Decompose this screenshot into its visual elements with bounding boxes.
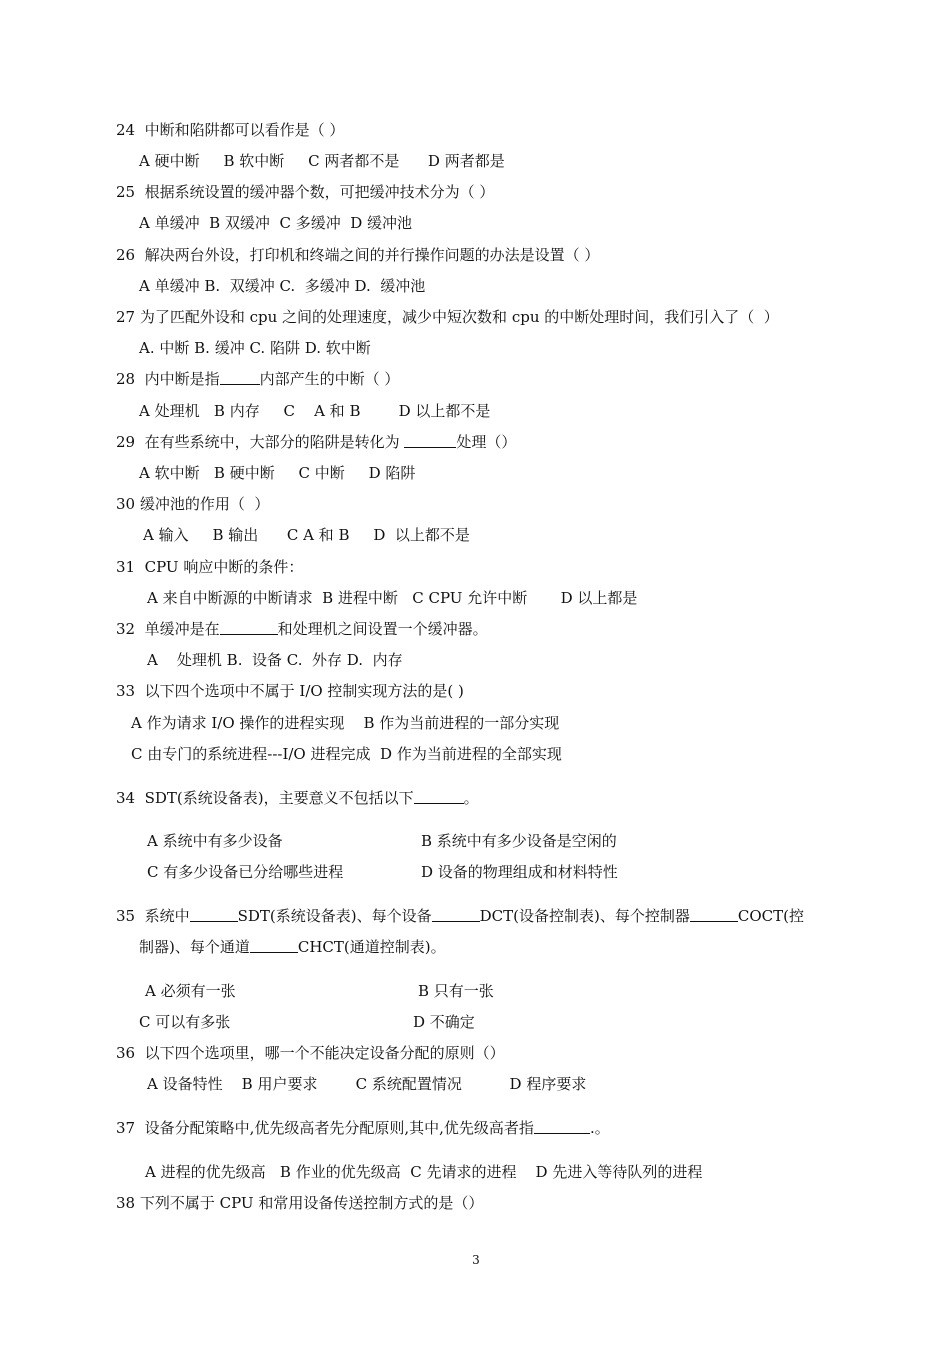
question-28-stem [116,369,399,389]
question-34-option-b: B 系统中有多少设备是空闲的 [421,832,617,850]
question-35-option-b: B 只有一张 [418,982,494,1000]
question-35-seg-6: CHCT(通道控制表)。 [297,938,446,956]
question-32-options: A 处理机 B. 设备 C. 外存 D. 内存 [147,651,403,669]
answer-blank [690,906,738,922]
question-33-stem: 33 以下四个选项中不属于 I/O 控制实现方法的是( ) [116,682,464,700]
page-number: 3 [472,1253,480,1267]
question-32-stem-start: 32 单缓冲是在 [116,620,220,638]
question-29-stem-end: 处理（） [456,433,517,451]
answer-blank [220,619,278,635]
answer-blank [220,369,260,385]
question-34-option-a: A 系统中有多少设备 [147,832,283,850]
question-31-options: A 来自中断源的中断请求 B 进程中断 C CPU 允许中断 D 以上都是 [147,589,638,607]
answer-blank [190,906,238,922]
question-35-option-c: C 可以有多张 [139,1013,231,1031]
question-36-stem: 36 以下四个选项里，哪一个不能决定设备分配的原则（） [116,1044,505,1062]
question-28-stem-start: 28 内中断是指 [116,370,220,388]
question-25-options: A 单缓冲 B 双缓冲 C 多缓冲 D 缓冲池 [139,214,413,232]
question-28-options: A 处理机 B 内存 C A 和 B D 以上都不是 [139,402,491,420]
question-28-stem-end: 内部产生的中断（ ） [259,370,400,388]
question-35-seg-4: COCT(控 [737,907,804,925]
question-33-options-row-2: C 由专门的系统进程---I/O 进程完成 D 作为当前进程的全部实现 [131,745,562,763]
answer-blank [250,937,298,953]
question-29-stem-start: 29 在有些系统中，大部分的陷阱是转化为 [116,433,405,451]
answer-blank [534,1118,590,1134]
question-25-stem: 25 根据系统设置的缓冲器个数，可把缓冲技术分为（ ） [116,183,495,201]
question-34-option-c: C 有多少设备已分给哪些进程 [147,863,344,881]
question-34-option-d: D 设备的物理组成和材料特性 [421,863,618,881]
question-26-stem: 26 解决两台外设，打印机和终端之间的并行操作问题的办法是设置（ ） [116,246,600,264]
question-30-options: A 输入 B 输出 C A 和 B D 以上都不是 [143,526,470,544]
question-38-stem: 38 下列不属于 CPU 和常用设备传送控制方式的是（） [116,1194,484,1212]
question-29-stem [116,432,516,452]
question-35-stem-line-1 [116,906,804,926]
question-32-stem-end: 和处理机之间设置一个缓冲器。 [277,620,488,638]
question-24-options: A 硬中断 B 软中断 C 两者都不是 D 两者都是 [139,152,505,170]
answer-blank [404,432,456,448]
question-37-stem [116,1118,610,1138]
question-35-seg-1: 35 系统中 [116,907,190,925]
question-37-options: A 进程的优先级高 B 作业的优先级高 C 先请求的进程 D 先进入等待队列的进程 [145,1163,703,1181]
question-35-option-a: A 必须有一张 [145,982,236,1000]
question-26-options: A 单缓冲 B. 双缓冲 C. 多缓冲 D. 缓冲池 [139,277,426,295]
question-35-seg-5: 制器)、每个通道 [139,938,250,956]
question-35-stem-line-2 [139,937,446,957]
answer-blank [432,906,480,922]
answer-blank [414,788,464,804]
question-31-stem: 31 CPU 响应中断的条件： [116,558,304,576]
question-35-seg-3: DCT(设备控制表)、每个控制器 [479,907,690,925]
question-34-stem [116,788,479,808]
question-37-stem-end: .。 [589,1119,610,1137]
question-34-stem-end: 。 [463,789,479,807]
question-24-stem: 24 中断和陷阱都可以看作是（ ） [116,121,345,139]
question-32-stem [116,619,488,639]
question-33-options-row-1: A 作为请求 I/O 操作的进程实现 B 作为当前进程的一部分实现 [131,714,560,732]
question-29-options: A 软中断 B 硬中断 C 中断 D 陷阱 [139,464,416,482]
question-27-options: A. 中断 B. 缓冲 C. 陷阱 D. 软中断 [139,339,371,357]
question-34-stem-start: 34 SDT(系统设备表)，主要意义不包括以下 [116,789,414,807]
question-27-stem: 27 为了匹配外设和 cpu 之间的处理速度，减少中短次数和 cpu 的中断处理时间，我们引入了（ ） [116,308,779,326]
question-35-seg-2: SDT(系统设备表)、每个设备 [237,907,432,925]
question-36-options: A 设备特性 B 用户要求 C 系统配置情况 D 程序要求 [147,1075,587,1093]
question-30-stem: 30 缓冲池的作用（ ） [116,495,270,513]
question-35-option-d: D 不确定 [413,1013,475,1031]
question-37-stem-start: 37 设备分配策略中,优先级高者先分配原则,其中,优先级高者指 [116,1119,534,1137]
